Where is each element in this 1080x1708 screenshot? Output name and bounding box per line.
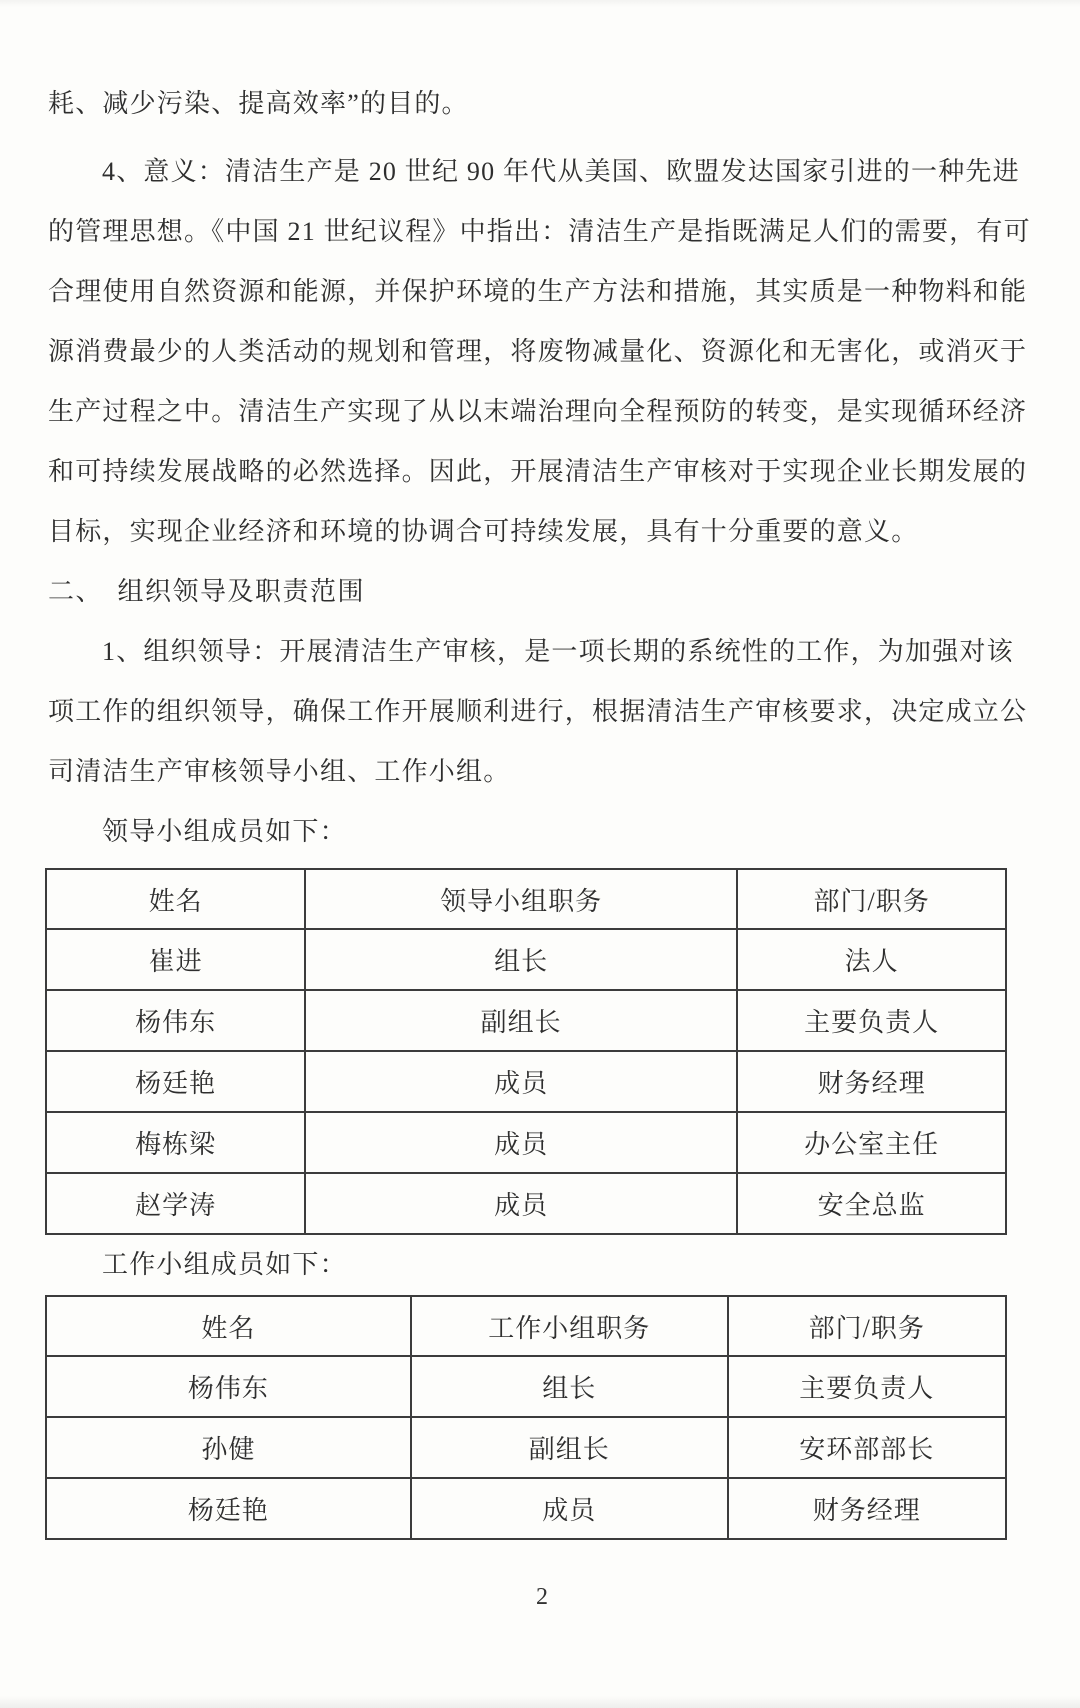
cell-department: 安全总监 [737, 1173, 1006, 1234]
table-header-row [46, 869, 1006, 929]
column-header-department: 部门/职务 [737, 869, 1006, 929]
body-text-line: 的管理思想。《中国 21 世纪议程》中指出：清洁生产是指既满足人们的需要，有可 [48, 217, 1031, 246]
column-header-department: 部门/职务 [728, 1296, 1006, 1356]
body-text-line: 合理使用自然资源和能源，并保护环境的生产方法和措施，其实质是一种物料和能 [48, 277, 1028, 306]
table-row [46, 1478, 1006, 1539]
column-header-name: 姓名 [46, 1296, 411, 1356]
column-header-name: 姓名 [46, 869, 305, 929]
body-text-line: 耗、减少污染、提高效率”的目的。 [48, 89, 469, 118]
paragraph-continuation [48, 74, 1036, 134]
table-header-row [46, 1296, 1006, 1356]
table-row [46, 990, 1006, 1051]
work-group-table [45, 1295, 1007, 1540]
body-text-line: 和可持续发展战略的必然选择。因此，开展清洁生产审核对于实现企业长期发展的 [48, 457, 1028, 486]
body-text-line: 生产过程之中。清洁生产实现了从以末端治理向全程预防的转变，是实现循环经济 [48, 397, 1028, 426]
cell-department: 法人 [737, 929, 1006, 990]
table-row [46, 1051, 1006, 1112]
cell-role: 副组长 [305, 990, 737, 1051]
page-number: 2 [536, 1584, 548, 1610]
cell-department: 主要负责人 [737, 990, 1006, 1051]
body-text-line: 目标，实现企业经济和环境的协调合可持续发展，具有十分重要的意义。 [48, 517, 919, 546]
cell-role: 副组长 [411, 1417, 728, 1478]
cell-role: 成员 [411, 1478, 728, 1539]
table-row [46, 929, 1006, 990]
section-heading [48, 562, 1036, 622]
table-row [46, 1173, 1006, 1234]
body-text-line: 1、组织领导：开展清洁生产审核，是一项长期的系统性的工作，为加强对该 [102, 637, 1014, 666]
cell-name: 赵学涛 [46, 1173, 305, 1234]
cell-department: 主要负责人 [728, 1356, 1006, 1417]
body-text-line: 工作小组成员如下： [102, 1250, 347, 1279]
cell-department: 办公室主任 [737, 1112, 1006, 1173]
body-text-line: 源消费最少的人类活动的规划和管理，将废物减量化、资源化和无害化，或消灭于 [48, 337, 1028, 366]
cell-name: 杨廷艳 [46, 1478, 411, 1539]
cell-name: 杨伟东 [46, 990, 305, 1051]
body-text-line: 司清洁生产审核领导小组、工作小组。 [48, 757, 511, 786]
leader-group-table [45, 868, 1007, 1235]
body-text-line: 领导小组成员如下： [102, 817, 347, 846]
cell-name: 孙健 [46, 1417, 411, 1478]
column-header-role: 领导小组职务 [305, 869, 737, 929]
body-text-line: 项工作的组织领导，确保工作开展顺利进行，根据清洁生产审核要求，决定成立公 [48, 697, 1028, 726]
cell-name: 杨廷艳 [46, 1051, 305, 1112]
column-header-role: 工作小组职务 [411, 1296, 728, 1356]
cell-role: 成员 [305, 1112, 737, 1173]
cell-name: 梅栋梁 [46, 1112, 305, 1173]
cell-department: 财务经理 [728, 1478, 1006, 1539]
cell-name: 崔进 [46, 929, 305, 990]
table-row [46, 1356, 1006, 1417]
table-row [46, 1112, 1006, 1173]
cell-role: 组长 [411, 1356, 728, 1417]
paragraph-org-leadership [48, 622, 1036, 802]
cell-name: 杨伟东 [46, 1356, 411, 1417]
cell-department: 安环部部长 [728, 1417, 1006, 1478]
cell-department: 财务经理 [737, 1051, 1006, 1112]
table-row [46, 1417, 1006, 1478]
paragraph-meaning [48, 142, 1036, 562]
work-table-intro [48, 1235, 1036, 1295]
cell-role: 组长 [305, 929, 737, 990]
cell-role: 成员 [305, 1173, 737, 1234]
leader-table-intro [48, 802, 1036, 862]
section-heading-text: 二、 组织领导及职责范围 [48, 577, 366, 606]
cell-role: 成员 [305, 1051, 737, 1112]
body-text-line: 4、意义：清洁生产是 20 世纪 90 年代从美国、欧盟发达国家引进的一种先进 [102, 157, 1020, 186]
